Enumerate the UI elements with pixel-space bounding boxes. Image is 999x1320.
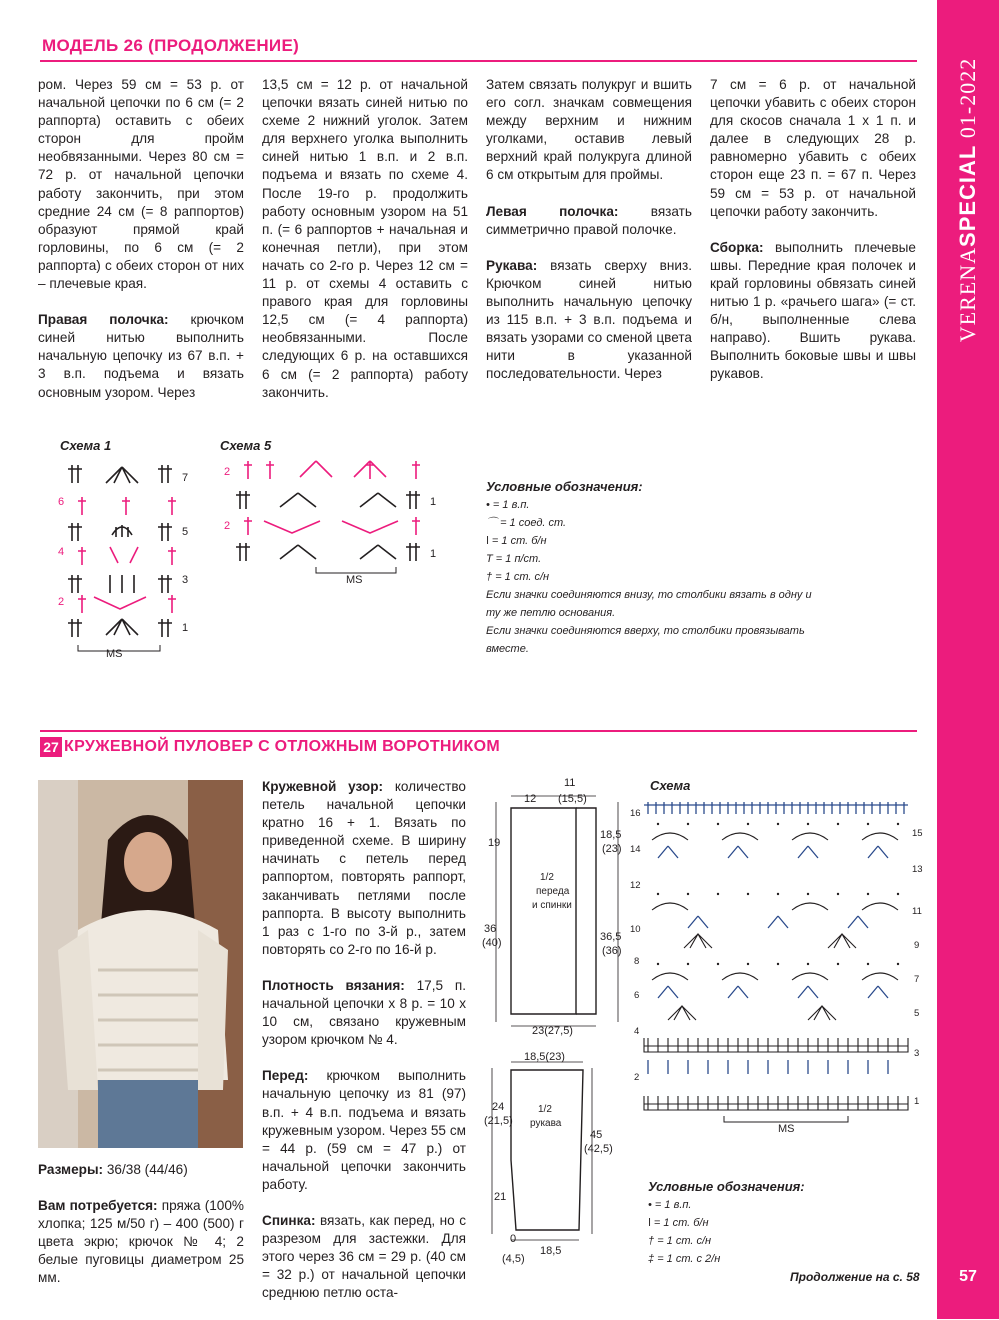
legend2-item-tr: [648, 1250, 868, 1268]
sizes: [38, 1161, 244, 1179]
col3-p2-text: вязать симметрично правой полочке.: [486, 203, 692, 237]
schema5-row-1a: 1: [430, 496, 437, 508]
col3-p1: Затем связать полукруг и вшить его согл. значкам совмещения между верхним и нижним уголками, оставив левый верхний край полукруга длиной 6 см открытым для проймы.: [486, 77, 692, 183]
magazine-brand: [955, 58, 981, 342]
dc-icon: †: [486, 571, 493, 583]
legend1-item-4: = 1 ст. с/н: [495, 571, 550, 583]
schema1-row-1: 1: [182, 622, 189, 634]
sleeve-bottom-left: 0: [510, 1233, 517, 1245]
section2-left-col: [38, 1161, 244, 1306]
section2-legend: [648, 1178, 868, 1268]
materials-title: Вам потребуется:: [38, 1198, 158, 1214]
legend1-item-chain: [486, 496, 826, 514]
tr-icon: ‡: [648, 1253, 655, 1265]
col3-p3-title: Рукава:: [486, 257, 538, 273]
sleeve-bottom: 18,5: [540, 1245, 562, 1257]
back-text: вязать, как перед, но с разрезом для застежки. Для этого через 36 см = 29 р. (40 см = 32 р.) от начальной цепочки среднюю петлю оста-: [262, 1212, 466, 1301]
section2-rule: [40, 730, 917, 732]
lace-row-7: 7: [914, 974, 920, 985]
sizes-text: 36/38 (44/46): [103, 1162, 188, 1177]
model-photo-illustration: [38, 780, 243, 1148]
body-top-right: 11: [564, 777, 576, 789]
lace-row-4: 4: [634, 1026, 640, 1037]
legend1-item-3: = 1 п/ст.: [495, 553, 542, 565]
legend2-item-2: = 1 ст. с/н: [657, 1235, 712, 1247]
sidebar-band: [937, 0, 999, 1319]
col3-p2-title: Левая полочка:: [486, 203, 619, 219]
model-photo: [38, 780, 243, 1148]
col4-p2-text: выполнить плечевые швы. Передние края полочек и край горловины обвязать синей нитью 1 р. «рачьего шага» (= ст. б/н, выполненные слева направо). Вшить рукава. Выполнить боковые швы и швы рукавов.: [710, 239, 916, 382]
sleeve-label-b: рукава: [530, 1118, 562, 1129]
chain-icon: •: [648, 1199, 652, 1211]
lace-title: Кружевной узор:: [262, 779, 384, 794]
schema5-row-2a: 2: [224, 466, 231, 478]
density-title: Плотность вязания:: [262, 977, 405, 993]
legend1-item-dc: [486, 568, 826, 586]
schema1-row-6: 6: [58, 496, 65, 508]
front: [262, 1067, 466, 1194]
legend2-item-3: = 1 ст. с 2/н: [657, 1253, 721, 1265]
lace-row-2: 2: [634, 1072, 640, 1083]
legend2-item-1: = 1 ст. б/н: [653, 1217, 709, 1229]
col4-p1: 7 см = 6 р. от начальной цепочки убавить с обеих сторон для скосов сначала 1 х 1 п. и далее в следующих 28 р. равномерно убавить с обеих сторон еще 23 п. = 67 п. Через 59 см = 53 р. от начальной цепочки работу закончить.: [710, 77, 916, 219]
section2-text-col: [262, 778, 466, 1320]
body-left-b2: (40): [482, 937, 502, 949]
materials: [38, 1197, 244, 1287]
legend1-title: Условные обозначения:: [486, 479, 643, 494]
dc-icon: †: [648, 1235, 655, 1247]
col1-p1: ром. Через 59 см = 53 р. от начальной цепочки по 6 см (= 2 раппорта) оставить с обеих сторон для пройм необвязанными. Через 80 см = 72 р. от начальной цепочки работу закончить, при этом средние 24 см (= 8 раппортов) образуют прямой край горловины, по 6 см (= 2 раппорта) с обеих сторон от них – плечевые края.: [38, 77, 244, 292]
back-title: Спинка:: [262, 1212, 316, 1228]
sleeve-right: 45: [590, 1129, 603, 1141]
body-top-left: 12: [524, 793, 537, 805]
chain-icon: •: [486, 499, 490, 511]
schema1-label: Схема 1: [60, 438, 112, 453]
body-right-a2: (23): [602, 843, 622, 855]
col4-p2-title: Сборка:: [710, 239, 764, 255]
sleeve-label-a: 1/2: [538, 1104, 552, 1115]
section1-col1: [38, 76, 244, 420]
materials-text: пряжа (100% хлопка; 125 м/50 г) – 400 (500) г цвета экрю; крючок № 4; 2 белые пуговицы диаметром 25 мм.: [38, 1198, 244, 1286]
section1-col2: [262, 76, 468, 420]
schema1-row-7: 7: [182, 472, 189, 484]
legend1-item-slip: [486, 514, 826, 532]
section1-rule: [40, 60, 917, 62]
body-right-b2: (36): [602, 945, 622, 957]
legend2-item-dc: [648, 1232, 868, 1250]
sc-icon: ǀ: [648, 1217, 651, 1229]
lace-row-13: 13: [912, 864, 923, 875]
section1-title: МОДЕЛЬ 26 (ПРОДОЛЖЕНИЕ): [42, 36, 300, 55]
legend1-note2: Если значки соединяются вверху, то столбики провязывать вместе.: [486, 625, 805, 655]
lace-row-1: 1: [914, 1096, 920, 1107]
lace-row-14: 14: [630, 844, 641, 855]
issue-label: 01-2022: [955, 57, 980, 139]
schema1-row-3: 3: [182, 574, 189, 586]
section1-col4: [710, 76, 916, 402]
lace-row-10: 10: [630, 924, 641, 935]
legend2-item-sc: [648, 1214, 868, 1232]
lace-row-9: 9: [914, 940, 920, 951]
schema1-row-4: 4: [58, 546, 65, 558]
lace-row-8: 8: [634, 956, 640, 967]
col3-p3: [486, 257, 692, 384]
lace-ms: MS: [778, 1123, 795, 1135]
col2-p1: 13,5 см = 12 р. от начальной цепочки вязать синей нитью по схеме 2 нижний уголок. Затем для верхнего уголка выполнить синей нитью 1 в.п. и 2 в.п. подъема и вязать по схеме 4. После 19-го р. продолжить работу основным узором на 51 п. (= 6 раппортов + начальная и конечная петли), при этом начать со 2-го р. Через 12 см = 11 р. от схемы 4 оставить с правого края для горловины 12,5 см (= 4 раппорта) необвязанными. После следующих 6 р. на оставшихся 6 см (= 2 раппорта) работу закончить.: [262, 77, 468, 400]
legend2-item-chain: [648, 1196, 868, 1214]
legend1-item-2: = 1 ст. б/н: [491, 535, 547, 547]
schema5-row-2b: 2: [224, 520, 231, 532]
density: [262, 977, 466, 1049]
garment-patterns: [478, 772, 633, 1292]
col1-p2: [38, 311, 244, 401]
hdc-icon: T: [486, 553, 493, 565]
lace-row-6: 6: [634, 990, 640, 1001]
body-left-b: 36: [484, 923, 497, 935]
body-bottom: 23(27,5): [532, 1025, 573, 1037]
sleeve-bottom-left2: (4,5): [502, 1253, 525, 1265]
sleeve-left-a: 24: [492, 1101, 505, 1113]
lace-row-11: 11: [912, 906, 922, 917]
front-title: Перед:: [262, 1068, 309, 1084]
body-left-a: 19: [488, 837, 501, 849]
body-right-b: 36,5: [600, 931, 622, 943]
body-label-c: и спинки: [532, 900, 572, 911]
sleeve-right2: (42,5): [584, 1143, 613, 1155]
schema5-diagram: [220, 455, 450, 590]
body-label-a: 1/2: [540, 872, 554, 883]
sleeve-left-b: 21: [494, 1191, 507, 1203]
back: [262, 1212, 466, 1302]
lace-row-3: 3: [914, 1048, 920, 1059]
legend2-item-0: = 1 в.п.: [654, 1199, 692, 1211]
schema-label: Схема: [650, 778, 691, 793]
schema5-label: Схема 5: [220, 438, 272, 453]
legend1-item-hdc: [486, 550, 826, 568]
section1-col3: [486, 76, 692, 401]
density-text: 17,5 п. начальной цепочки х 8 р. = 10 х 10 см, связано кружевным узором крючком № 4.: [262, 977, 466, 1048]
legend1-item-1: = 1 соед. ст.: [500, 517, 567, 529]
sc-icon: ǀ: [486, 535, 489, 547]
lace-row-5: 5: [914, 1008, 920, 1019]
lace-pattern: [262, 778, 466, 959]
sleeve-top: 18,5(23): [524, 1051, 565, 1063]
schema5-ms: MS: [346, 574, 363, 586]
schema1-row-5: 5: [182, 526, 189, 538]
sizes-title: Размеры:: [38, 1162, 104, 1177]
lace-text: количество петель начальной цепочки кратно 16 + 1. Вязать по приведенной схеме. В ширину начинать с петель перед раппортом, повторять раппорт, заканчивать петлями после раппорта. В высоту выполнить 1 раз с 1-го по 3-й р., затем повторять со 2-го по 16-й р.: [262, 779, 466, 957]
schema5-row-1b: 1: [430, 548, 437, 560]
brand-bold: SPECIAL: [955, 144, 980, 247]
front-text: крючком выполнить начальную цепочку из 81 (97) в.п. + 4 в.п. подъема и вязать кружевным узором. Через 55 см = 44 р. (59 см = 47 р.) от начальной цепочки закончить работу.: [262, 1068, 466, 1192]
section2-title: КРУЖЕВНОЙ ПУЛОВЕР С ОТЛОЖНЫМ ВОРОТНИКОМ: [64, 738, 500, 755]
section1-legend: [486, 478, 826, 658]
slip-stitch-icon: ⌒: [486, 517, 497, 529]
col3-p2: [486, 203, 692, 239]
col3-p3-text: вязать сверху вниз. Крючком синей нитью выполнить начальную цепочку из 115 в.п. + 3 в.п. подъема и вязать узорами со сменой цвета нити в указанной последовательности. Через: [486, 257, 692, 382]
brand-thin: VERENA: [955, 246, 980, 343]
lace-row-12: 12: [630, 880, 641, 891]
lace-row-16: 16: [630, 808, 641, 819]
body-label-b: переда: [536, 886, 570, 897]
legend1-note1: Если значки соединяются внизу, то столбики вязать в одну и ту же петлю основания.: [486, 589, 812, 619]
schema1-diagram: [50, 455, 200, 665]
body-top-right2: (15,5): [558, 793, 587, 805]
schema1-ms: MS: [106, 648, 123, 660]
legend2-title: Условные обозначения:: [648, 1179, 805, 1194]
schema1-row-2: 2: [58, 596, 65, 608]
continued-note: Продолжение на с. 58: [790, 1270, 920, 1284]
page-number: 57: [959, 1268, 977, 1285]
sleeve-left-a2: (21,5): [484, 1115, 513, 1127]
lace-row-15: 15: [912, 828, 923, 839]
col1-p2-title: Правая полочка:: [38, 312, 169, 328]
legend1-item-0: = 1 в.п.: [492, 499, 530, 511]
body-right-a: 18,5: [600, 829, 622, 841]
legend1-item-sc: [486, 532, 826, 550]
col1-p2-text: крючком синей нитью выполнить начальную цепочку из 67 в.п. + 3 в.п. подъема и вязать основным узором. Через: [38, 312, 244, 400]
col4-p2: [710, 239, 916, 384]
model-number-badge: 27: [40, 737, 62, 757]
lace-schema-diagram: [628, 798, 928, 1138]
